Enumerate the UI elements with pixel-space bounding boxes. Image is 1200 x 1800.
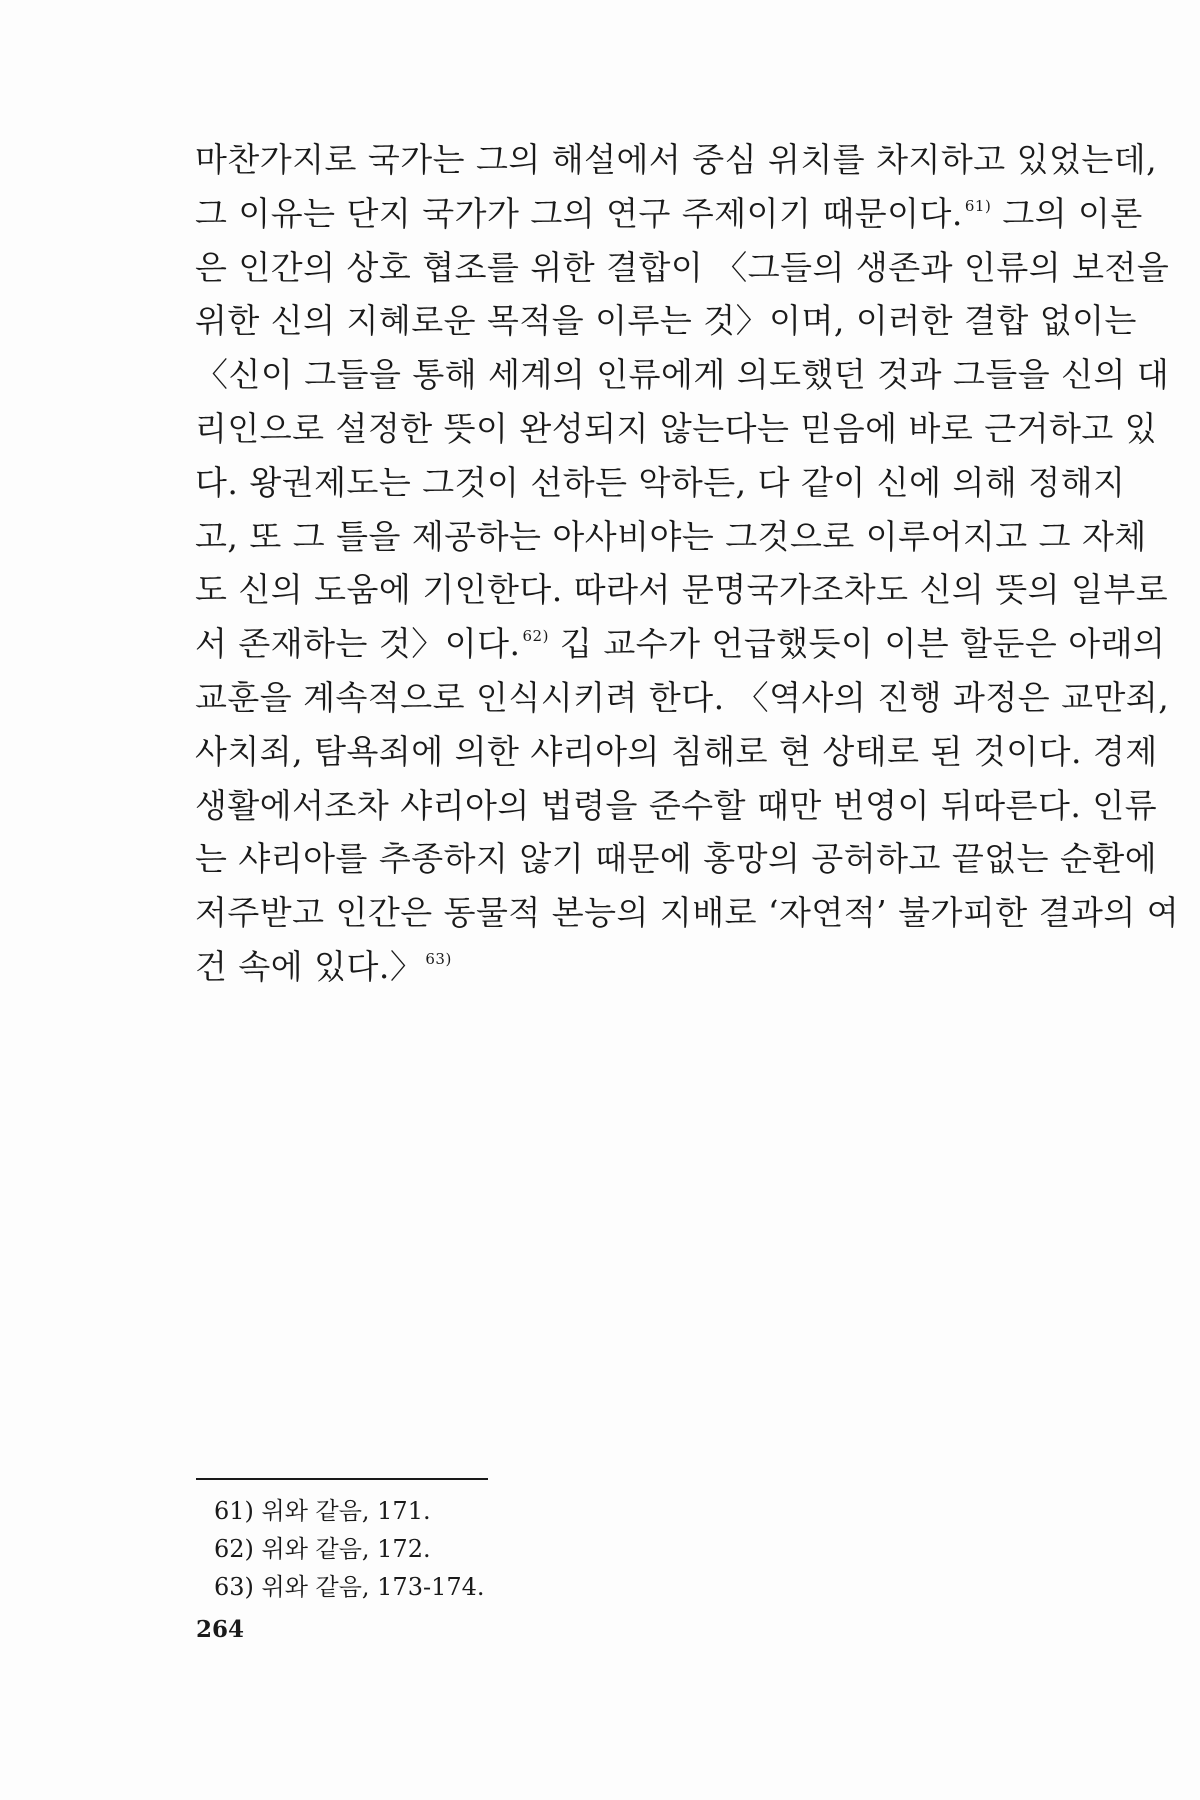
body-line-11: 교훈을 계속적으로 인식시키려 한다. 〈역사의 진행 과정은 교만죄, bbox=[195, 677, 1170, 717]
body-line-6: 리인으로 설정한 뜻이 완성되지 않는다는 믿음에 바로 근거하고 있 bbox=[195, 408, 1158, 448]
body-line-2-text: 그 이유는 단지 국가가 그의 연구 주제이기 때문이다. bbox=[195, 193, 963, 233]
page-number: 264 bbox=[196, 1616, 245, 1643]
body-line-16 bbox=[195, 940, 1040, 994]
body-line-2 bbox=[195, 187, 1143, 241]
body-line-15: 저주받고 인간은 동물적 본능의 지배로 ‘자연적’ 불가피한 결과의 여 bbox=[195, 893, 1180, 933]
footnotes bbox=[214, 1492, 814, 1606]
body-line-12: 사치죄, 탐욕죄에 의한 샤리아의 침해로 현 상태로 된 것이다. 경제 bbox=[195, 731, 1158, 771]
body-line-7: 다. 왕권제도는 그것이 선하든 악하든, 다 같이 신에 의해 정해지 bbox=[195, 462, 1126, 502]
body-line-5: 〈신이 그들을 통해 세계의 인류에게 의도했던 것과 그들을 신의 대 bbox=[195, 355, 1170, 395]
body-line-10-text: 서 존재하는 것〉이다. bbox=[195, 624, 521, 664]
body-line-3: 은 인간의 상호 협조를 위한 결합이 〈그들의 생존과 인류의 보전을 bbox=[195, 247, 1170, 287]
body-line-10-tail: 깁 교수가 언급했듯이 이븐 할둔은 아래의 bbox=[559, 624, 1166, 664]
body-line-13: 생활에서조차 샤리아의 법령을 준수할 때만 번영이 뒤따른다. 인류 bbox=[195, 785, 1158, 825]
footnote-divider bbox=[196, 1478, 488, 1480]
body-line-4: 위한 신의 지혜로운 목적을 이루는 것〉이며, 이러한 결합 없이는 bbox=[195, 301, 1137, 341]
footnote-62: 62) 위와 같음, 172. bbox=[214, 1535, 431, 1563]
body-line-9: 도 신의 도움에 기인한다. 따라서 문명국가조차도 신의 뜻의 일부로 bbox=[195, 570, 1169, 610]
body-line-14: 는 샤리아를 추종하지 않기 때문에 홍망의 공허하고 끝없는 순환에 bbox=[195, 839, 1158, 879]
body-line-16-text: 건 속에 있다.〉 bbox=[195, 946, 424, 986]
body-text bbox=[195, 133, 1180, 994]
body-line-8: 고, 또 그 틀을 제공하는 아사비야는 그것으로 이루어지고 그 자체 bbox=[195, 516, 1147, 556]
body-line-10 bbox=[195, 617, 1166, 671]
body-line-1: 마찬가지로 국가는 그의 해설에서 중심 위치를 차지하고 있었는데, bbox=[195, 140, 1158, 179]
footnote-63: 63) 위와 같음, 173-174. bbox=[214, 1573, 485, 1601]
footnote-ref-61[interactable]: 61) bbox=[964, 196, 992, 215]
body-line-2-tail: 그의 이론 bbox=[1002, 193, 1143, 233]
footnote-ref-62[interactable]: 62) bbox=[522, 627, 549, 646]
footnote-ref-63[interactable]: 63) bbox=[425, 949, 452, 968]
footnote-61: 61) 위와 같음, 171. bbox=[214, 1497, 431, 1525]
